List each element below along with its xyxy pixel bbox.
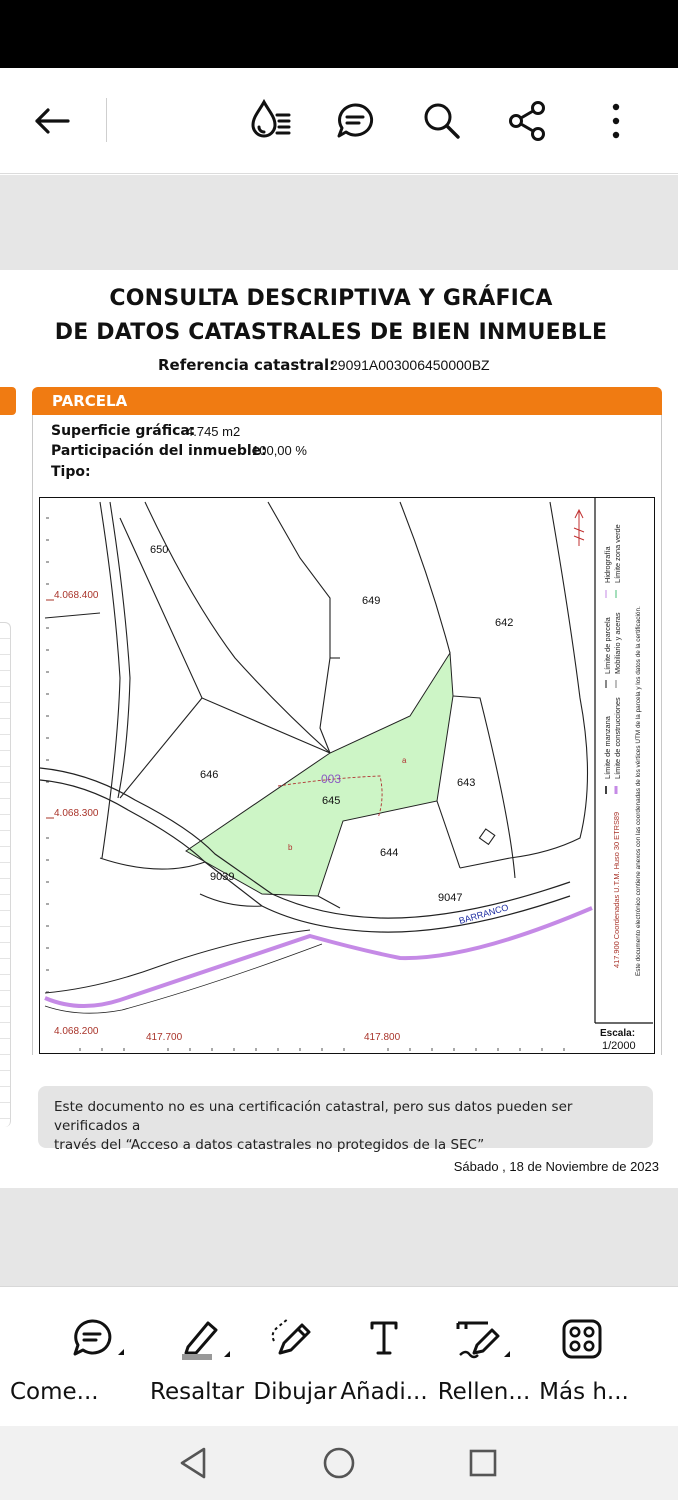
legend-utm: 417.900 Coordenadas U.T.M. Huso 30 ETRS89 bbox=[612, 811, 621, 968]
tipo-label: Tipo: bbox=[51, 464, 91, 480]
lower-boundary bbox=[45, 930, 310, 993]
tool-highlight-label: Resaltar bbox=[150, 1379, 245, 1405]
draw-pen-icon bbox=[264, 1315, 324, 1363]
page-gap-bottom bbox=[0, 1188, 678, 1286]
highlighter-icon bbox=[174, 1315, 234, 1363]
tool-comment[interactable] bbox=[10, 1287, 152, 1427]
bottom-toolbar bbox=[0, 1286, 678, 1426]
scale-label: Escala: bbox=[600, 1028, 636, 1039]
label-643: 643 bbox=[457, 777, 476, 789]
document-date: Sábado , 18 de Noviembre de 2023 bbox=[453, 1159, 659, 1174]
superficie-label: Superficie gráfica: bbox=[51, 423, 196, 439]
building-643 bbox=[479, 829, 494, 844]
more-vertical-icon bbox=[611, 103, 621, 139]
status-bar bbox=[0, 0, 678, 68]
nav-recents-button[interactable] bbox=[458, 1438, 508, 1488]
notice-line1: Este documento no es una certificación catastral, pero sus datos pueden ser verificados a bbox=[54, 1099, 573, 1134]
legend-hidrografia: Hidrografía bbox=[603, 546, 612, 583]
nav-back-button[interactable] bbox=[168, 1438, 218, 1488]
toolbar-divider bbox=[106, 98, 107, 142]
label-649: 649 bbox=[362, 595, 381, 607]
tool-draw-label: Dibujar bbox=[253, 1379, 337, 1405]
stream-barranco bbox=[45, 908, 592, 1006]
legend-parcela: Límite de parcela bbox=[603, 617, 612, 674]
tool-fill-sign[interactable] bbox=[428, 1287, 540, 1427]
back-button[interactable] bbox=[22, 91, 82, 151]
parcela-section-header: PARCELA bbox=[32, 387, 662, 415]
arrow-left-icon bbox=[32, 106, 72, 136]
adjacent-page-edge bbox=[0, 622, 11, 1127]
legend-construcciones: Límite de construcciones bbox=[613, 697, 622, 779]
y-coord-4068200: 4.068.200 bbox=[54, 1026, 99, 1037]
top-app-bar bbox=[0, 68, 678, 174]
cadastral-map[interactable] bbox=[39, 497, 655, 1054]
label-644: 644 bbox=[380, 847, 399, 859]
recents-square-icon bbox=[468, 1448, 498, 1478]
comment-bubble-icon bbox=[333, 100, 377, 142]
subparcel-a-label: a bbox=[402, 756, 407, 765]
legend-zona-verde: Límite zona verde bbox=[613, 524, 622, 583]
more-tools-icon bbox=[552, 1315, 612, 1363]
page-gap-top bbox=[0, 175, 678, 270]
legend bbox=[603, 524, 642, 976]
scale-value: 1/2000 bbox=[602, 1040, 636, 1052]
document-page bbox=[0, 270, 678, 1188]
tool-highlight[interactable] bbox=[150, 1287, 262, 1427]
liquid-mode-button[interactable] bbox=[240, 91, 300, 151]
participacion-value: 100,00 % bbox=[252, 443, 307, 458]
search-button[interactable] bbox=[412, 91, 472, 151]
fill-sign-icon bbox=[452, 1315, 512, 1363]
label-650: 650 bbox=[150, 544, 169, 556]
ref-catastral-label: Referencia catastral: bbox=[158, 356, 336, 374]
share-button[interactable] bbox=[498, 91, 558, 151]
liquid-mode-icon bbox=[247, 99, 293, 143]
adjacent-page-header bbox=[0, 387, 16, 415]
label-9047: 9047 bbox=[438, 892, 463, 904]
label-645: 645 bbox=[322, 795, 341, 807]
superficie-value: 4.745 m2 bbox=[186, 424, 241, 439]
comment-button[interactable] bbox=[325, 91, 385, 151]
disclaimer-notice bbox=[38, 1086, 653, 1153]
parcel-645-fill bbox=[186, 653, 453, 896]
legend-note1: Este documento electrónico contiene anexos con las coordenadas de los vértices UTM de la parcela y los datos de la certificación. bbox=[635, 606, 642, 976]
comment-icon bbox=[66, 1315, 126, 1363]
legend-mobiliario: Mobiliario y aceras bbox=[613, 612, 622, 674]
tool-comment-label: Come... bbox=[10, 1379, 99, 1405]
legend-manzana: Límite de manzana bbox=[603, 716, 612, 779]
notice-line2: través del “Acceso a datos catastrales no protegidos de la SEC” bbox=[54, 1137, 485, 1153]
tool-add-text-label: Añadi... bbox=[340, 1379, 428, 1405]
ref-catastral-value: 29091A003006450000BZ bbox=[330, 357, 490, 373]
document-title-line1: CONSULTA DESCRIPTIVA Y GRÁFICA bbox=[109, 286, 553, 311]
tool-more-label: Más h... bbox=[539, 1379, 629, 1405]
x-coord-417800: 417.800 bbox=[364, 1032, 401, 1043]
label-9039: 9039 bbox=[210, 871, 235, 883]
barranco-label: BARRANCO bbox=[457, 902, 510, 926]
north-arrow-icon bbox=[574, 510, 584, 546]
x-coord-417700: 417.700 bbox=[146, 1032, 183, 1043]
subparcel-b-label: b bbox=[288, 843, 293, 852]
add-text-icon bbox=[354, 1315, 414, 1363]
home-circle-icon bbox=[322, 1446, 356, 1480]
back-triangle-icon bbox=[178, 1446, 208, 1480]
system-nav-bar bbox=[0, 1426, 678, 1500]
subparcel-003-label: 003 bbox=[321, 772, 342, 786]
tool-fill-sign-label: Rellen... bbox=[437, 1379, 531, 1405]
y-coord-4068300: 4.068.300 bbox=[54, 808, 99, 819]
document-title-line2: DE DATOS CATASTRALES DE BIEN INMUEBLE bbox=[54, 320, 608, 345]
share-icon bbox=[507, 100, 549, 142]
nav-home-button[interactable] bbox=[314, 1438, 364, 1488]
participacion-label: Participación del inmueble: bbox=[51, 443, 267, 459]
tool-more[interactable] bbox=[528, 1287, 640, 1427]
more-options-button[interactable] bbox=[586, 91, 646, 151]
label-646: 646 bbox=[200, 769, 219, 781]
y-coord-4068400: 4.068.400 bbox=[54, 590, 99, 601]
label-642: 642 bbox=[495, 617, 514, 629]
search-icon bbox=[422, 101, 462, 141]
